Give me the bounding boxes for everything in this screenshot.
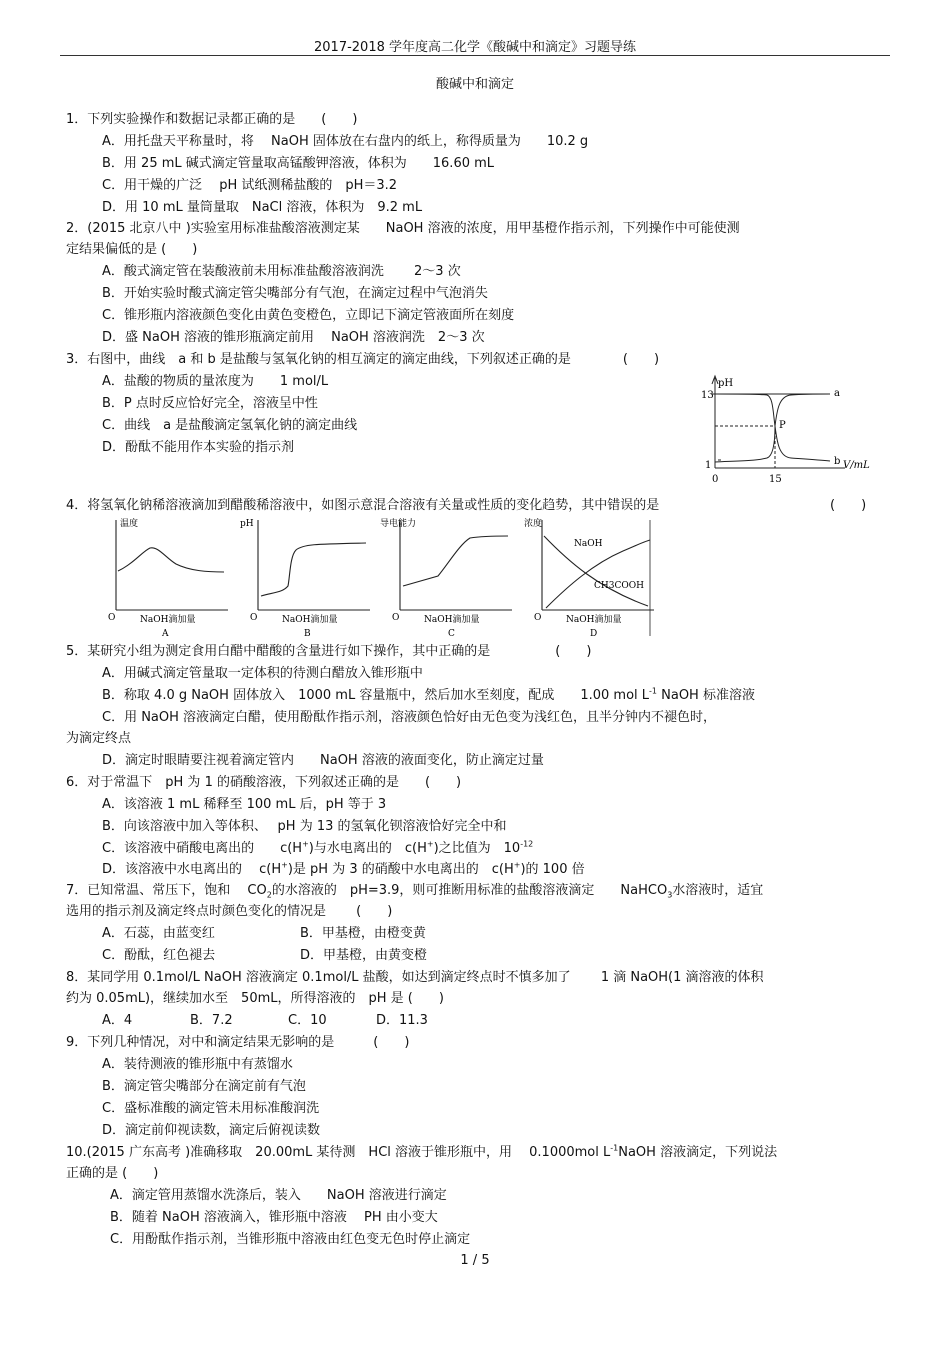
q6-option-b: B．向该溶液中加入等体积、 pH 为 13 的氢氧化钡溶液恰好完全中和	[102, 819, 507, 834]
q3-option-d: D．酚酞不能用作本实验的指示剂	[102, 440, 295, 455]
q4-figures	[98, 516, 658, 642]
q8-option-d: D．11.3	[376, 1013, 428, 1028]
q6-option-c: C．该溶液中硝酸电离出的 c(H+)与水电离出的 c(H+)之比值为 $10^{-12}$	[102, 839, 534, 856]
q4-paren: ( )	[830, 498, 867, 513]
q9-option-c: C．盛标准酸的滴定管未用标准酸润洗	[102, 1101, 320, 1116]
q5-option-b: B．称取 4.0 g NaOH 固体放入 1000 mL 容量瓶中，然后加水至刻度，配成 1.00 mol $L^{-1}$ NaOH 标准溶液	[102, 686, 755, 703]
q2-option-d: D．盛 NaOH 溶液的锥形瓶滴定前用 NaOH 溶液润洗 2～3 次	[102, 330, 485, 345]
q1-stem: 1．下列实验操作和数据记录都正确的是 ( )	[66, 112, 358, 127]
q4-figD-series-naoh: NaOH	[574, 539, 603, 549]
q4-figA-ylabel: 温度	[120, 519, 139, 529]
q4-figB-origin: O	[250, 613, 258, 623]
q8-option-c: C．10	[288, 1013, 327, 1028]
q10-option-b: B．随着 NaOH 溶液滴入，锥形瓶中溶液 PH 由小变大	[110, 1210, 438, 1225]
q3-xtick-mid: 15	[769, 474, 782, 485]
q4-figC-ylabel: 导电能力	[380, 519, 417, 529]
q10-option-c: C．用酚酞作指示剂，当锥形瓶中溶液由红色变无色时停止滴定	[110, 1232, 471, 1247]
q7-option-d: D．甲基橙，由黄变橙	[300, 948, 428, 963]
q4-figD-ylabel: 浓度	[524, 519, 543, 529]
q4-figD-origin: O	[534, 613, 542, 623]
q1-option-b: B．用 25 mL 碱式滴定管量取高锰酸钾溶液，体积为 16.60 mL	[102, 156, 495, 171]
q3-ylabel: pH	[718, 378, 734, 389]
q4-figB-curve	[261, 543, 366, 596]
q4-figA-origin: O	[108, 613, 116, 623]
q9-option-a: A．装待测液的锥形瓶中有蒸馏水	[102, 1057, 293, 1072]
q3-label-p: P	[779, 420, 786, 431]
q4-figA-curve	[118, 548, 224, 572]
page-number: 1 / 5	[460, 1253, 490, 1268]
q9-stem: 9．下列几种情况，对中和滴定结果无影响的是 ( )	[66, 1035, 410, 1050]
q1-option-c: C．用干燥的广泛 pH 试纸测稀盐酸的 pH＝3.2	[102, 178, 398, 193]
q4-figB-ylabel: pH	[240, 519, 254, 529]
q4-figD-letter: D	[590, 629, 598, 639]
q7-option-a: A．石蕊，由蓝变红	[102, 926, 215, 941]
q1-option-d: D．用 10 mL 量筒量取 NaCl 溶液，体积为 9.2 mL	[102, 200, 423, 215]
q2-option-a: A．酸式滴定管在装酸液前未用标准盐酸溶液润洗 2～3 次	[102, 264, 461, 279]
q3-option-c: C．曲线 a 是盐酸滴定氢氧化钠的滴定曲线	[102, 418, 358, 433]
q3-ytick-bottom: 1	[705, 460, 712, 471]
q8-stem-line2: 约为 0.05mL)，继续加水至 50mL，所得溶液的 pH 是 ( )	[66, 991, 444, 1006]
q7-option-b: B．甲基橙，由橙变黄	[300, 926, 426, 941]
q4-figD-curve-base	[546, 540, 650, 608]
q3-titration-figure	[695, 372, 885, 490]
page-title: 酸碱中和滴定	[435, 77, 514, 92]
q2-stem-line2: 定结果偏低的是 ( )	[66, 242, 198, 257]
q1-option-a: A．用托盘天平称量时，将 NaOH 固体放在右盘内的纸上，称得质量为 10.2 g	[102, 134, 589, 149]
q5-option-d: D．滴定时眼睛要注视着滴定管内 NaOH 溶液的液面变化，防止滴定过量	[102, 753, 544, 768]
q4-figC-xlabel: NaOH滴加量	[424, 615, 480, 625]
q9-option-d: D．滴定前仰视读数，滴定后俯视读数	[102, 1123, 321, 1138]
q5-stem: 5．某研究小组为测定食用白醋中醋酸的含量进行如下操作，其中正确的是 ( )	[66, 644, 592, 659]
q3-xlabel: V/mL	[843, 460, 870, 471]
q2-stem-line1: 2．(2015 北京八中 )实验室用标准盐酸溶液测定某 NaOH 溶液的浓度，用甲基橙作指示剂，下列操作中可能使测	[66, 221, 740, 236]
q6-option-d: D．该溶液中水电离出的 c(H+)是 pH 为 3 的硝酸中水电离出的 c(H+)的 100 倍	[102, 860, 585, 877]
q4-figD-xlabel: NaOH滴加量	[566, 615, 622, 625]
q2-option-c: C．锥形瓶内溶液颜色变化由黄色变橙色，立即记下滴定管液面所在刻度	[102, 308, 515, 323]
page-header: 2017-2018 学年度高二化学《酸碱中和滴定》习题导练	[314, 40, 636, 55]
q3-label-a: a	[834, 388, 840, 399]
q4-figB-letter: B	[304, 629, 311, 639]
q3-ytick-top: 13	[701, 390, 714, 401]
q8-option-a: A．4	[102, 1013, 133, 1028]
q4-figB-xlabel: NaOH滴加量	[282, 615, 338, 625]
q6-stem: 6．对于常温下 pH 为 1 的硝酸溶液，下列叙述正确的是 ( )	[66, 775, 462, 790]
q8-option-b: B．7.2	[190, 1013, 233, 1028]
q4-figC-origin: O	[392, 613, 400, 623]
q10-stem-line1: 10.(2015 广东高考 )准确移取 20.00mL 某待测 HCl 溶液于锥形瓶中，用 0.1000mol $L^{-1}NaOH$ 溶液滴定，下列说法	[66, 1143, 778, 1160]
q2-option-b: B．开始实验时酸式滴定管尖嘴部分有气泡，在滴定过程中气泡消失	[102, 286, 488, 301]
q5-option-a: A．用碱式滴定管量取一定体积的待测白醋放入锥形瓶中	[102, 666, 423, 681]
q4-figD-series-acid: CH3COOH	[594, 581, 644, 591]
q4-stem: 4．将氢氧化钠稀溶液滴加到醋酸稀溶液中，如图示意混合溶液有关量或性质的变化趋势，其中错误的是	[66, 498, 660, 513]
q3-stem: 3．右图中，曲线 a 和 b 是盐酸与氢氧化钠的相互滴定的滴定曲线，下列叙述正确的是 ( )	[66, 352, 660, 367]
q6-option-a: A．该溶液 1 mL 稀释至 100 mL 后，pH 等于 3	[102, 797, 387, 812]
q3-option-b: B．P 点时反应恰好完全，溶液呈中性	[102, 396, 318, 411]
q7-stem-line2: 选用的指示剂及滴定终点时颜色变化的情况是 ( )	[66, 904, 393, 919]
q9-option-b: B．滴定管尖嘴部分在滴定前有气泡	[102, 1079, 306, 1094]
header-divider	[60, 55, 890, 56]
q10-stem-line2: 正确的是 ( )	[66, 1166, 159, 1181]
q3-label-b: b	[834, 456, 841, 467]
q4-figA-xlabel: NaOH滴加量	[140, 615, 196, 625]
q4-figC-letter: C	[448, 629, 455, 639]
q3-origin: 0	[712, 474, 719, 485]
q3-option-a: A．盐酸的物质的量浓度为 1 mol/L	[102, 374, 329, 389]
q5-option-c-line1: C．用 NaOH 溶液滴定白醋，使用酚酞作指示剂，溶液颜色恰好由无色变为浅红色，且半分钟内不褪色时，	[102, 710, 717, 725]
q7-option-c: C．酚酞，红色褪去	[102, 948, 216, 963]
q4-figC-curve	[403, 536, 508, 586]
q8-stem-line1: 8．某同学用 0.1mol/L NaOH 溶液滴定 0.1mol/L 盐酸，如达到滴定终点时不慎多加了 1 滴 NaOH(1 滴溶液的体积	[66, 970, 764, 985]
q7-stem-line1: 7．已知常温、常压下，饱和 $CO_2$的水溶液的 pH=3.9，则可推断用标准的盐酸溶液滴定 NaHCO$_3$水溶液时，适宜	[66, 883, 764, 900]
q4-figA-letter: A	[162, 629, 169, 639]
q10-option-a: A．滴定管用蒸馏水洗涤后，装入 NaOH 溶液进行滴定	[110, 1188, 447, 1203]
q5-option-c-line2: 为滴定终点	[66, 731, 132, 746]
